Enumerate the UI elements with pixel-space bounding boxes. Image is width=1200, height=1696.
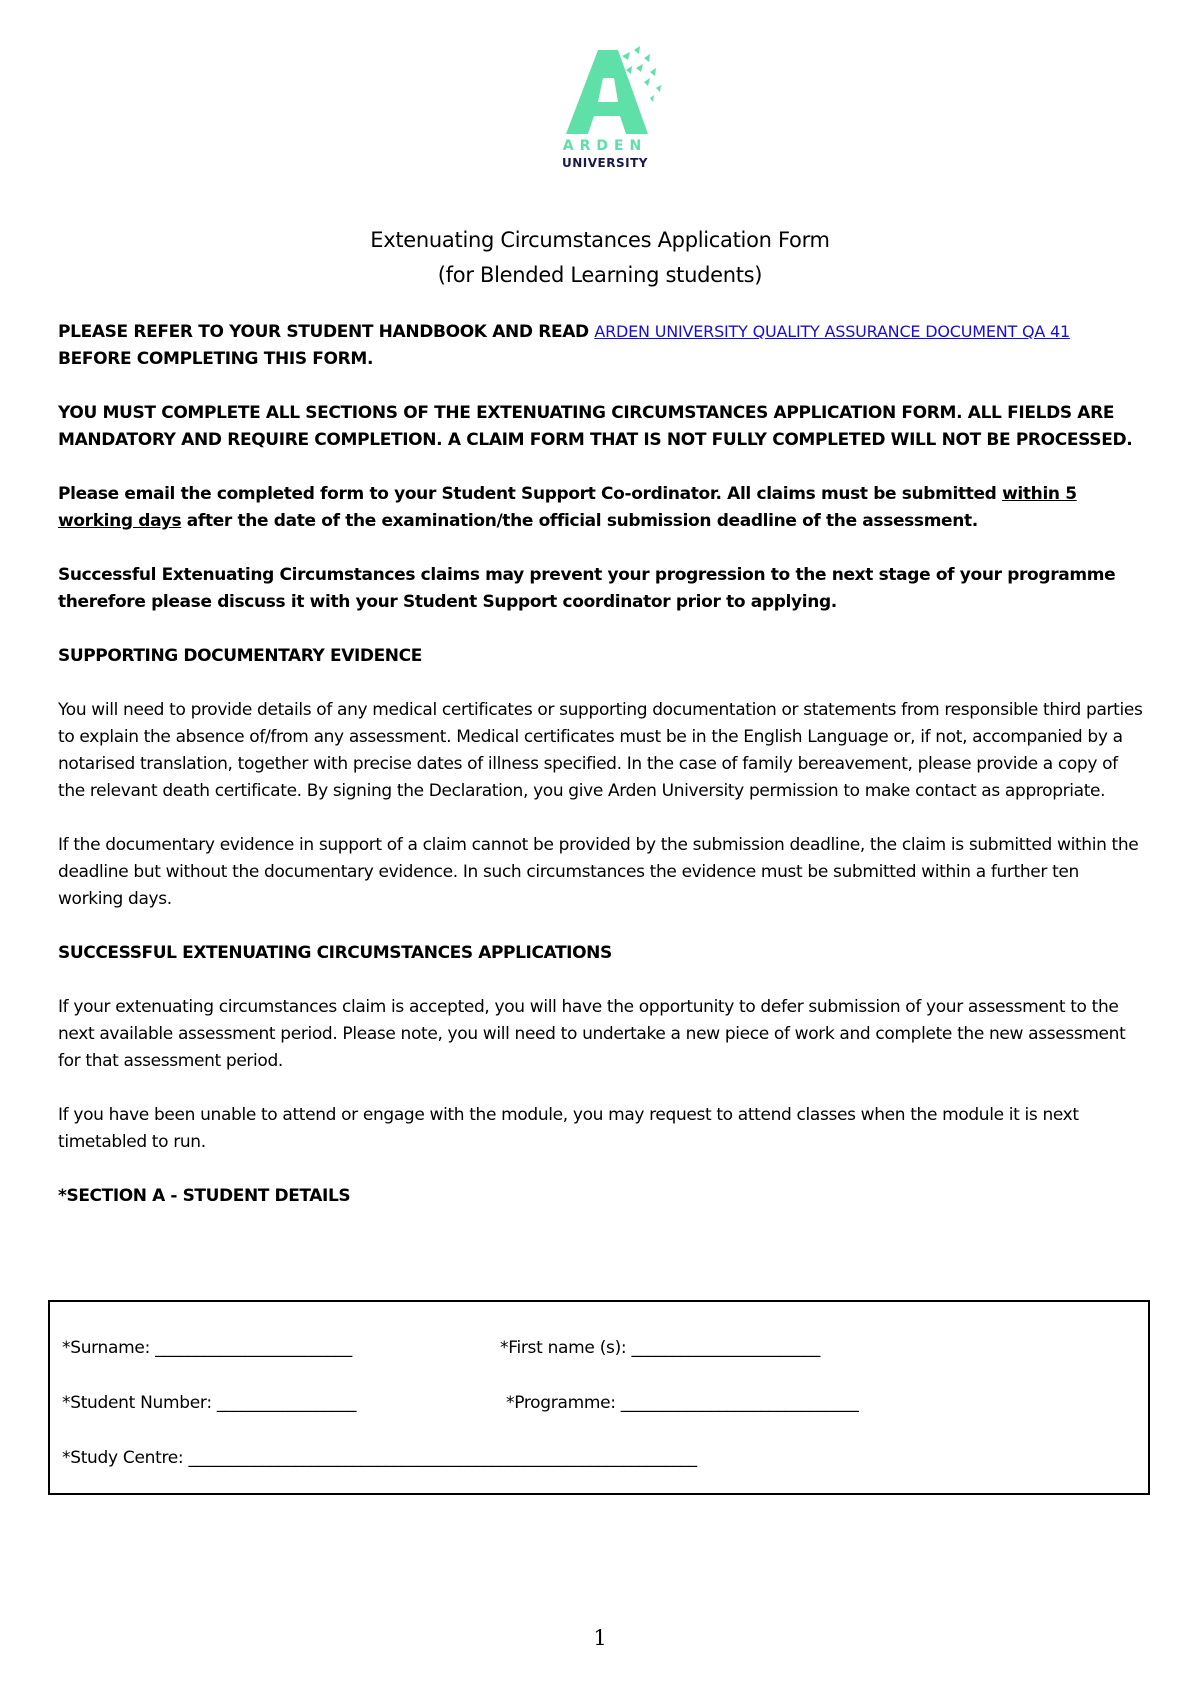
logo-wordmark: ARDEN — [562, 138, 648, 154]
form-subtitle: (for Blended Learning students) — [437, 263, 763, 287]
email-suffix: after the date of the examination/the official submission deadline of the assessment. — [181, 511, 978, 531]
progression-paragraph: Successful Extenuating Circumstances claims may prevent your progression to the next stage of your programme therefore please discuss it with your Student Support coordinator prior to applying. — [58, 565, 1116, 612]
evidence-paragraph-2: If the documentary evidence in support of a claim cannot be provided by the submission deadline, the claim is submitted within the deadline but without the documentary evidence. In such circumstances the evidence must be submitted within a further ten working days. — [58, 835, 1139, 909]
successful-heading: SUCCESSFUL EXTENUATING CIRCUMSTANCES APPLICATIONS — [58, 943, 612, 963]
arden-university-logo — [540, 42, 670, 174]
programme-field[interactable]: *Programme: _____________________________ — [506, 1393, 859, 1413]
arden-a-icon — [540, 42, 670, 142]
evidence-heading: SUPPORTING DOCUMENTARY EVIDENCE — [58, 646, 422, 666]
intro-refer-text: PLEASE REFER TO YOUR STUDENT HANDBOOK AND READ — [58, 322, 595, 342]
intro-refer-suffix: BEFORE COMPLETING THIS FORM. — [58, 349, 374, 369]
email-text: Please email the completed form to your Student Support Co-ordinator. All claims must be submitted — [58, 484, 1003, 504]
student-number-field[interactable]: *Student Number: _________________ — [62, 1393, 357, 1413]
logo-subtitle: UNIVERSITY — [562, 156, 648, 170]
first-name-field[interactable]: *First name (s): _______________________ — [500, 1338, 821, 1358]
deadline-underline: within 5 working days — [58, 484, 1077, 531]
intro-refer-paragraph — [58, 318, 1148, 373]
successful-paragraph-2: If you have been unable to attend or engage with the module, you may request to attend classes when the module it is next timetabled to run. — [58, 1105, 1079, 1152]
section-a-heading: *SECTION A - STUDENT DETAILS — [58, 1186, 351, 1206]
student-details-box — [48, 1300, 1150, 1495]
evidence-paragraph-1: You will need to provide details of any medical certificates or supporting documentation or statements from responsible third parties to explain the absence of/from any assessment. Medical certificates must be in the English Language or, if not, accompanied by a notarised translation, together with precise dates of illness specified. In the case of family bereavement, please provide a copy of the relevant death certificate. By signing the Declaration, you give Arden University permission to make contact as appropriate. — [58, 700, 1143, 801]
form-title: Extenuating Circumstances Application Form — [370, 228, 830, 252]
successful-paragraph-1: If your extenuating circumstances claim is accepted, you will have the opportunity to defer submission of your assessment to the next available assessment period. Please note, you will need to undertake a new piece of work and complete the new assessment for that assessment period. — [58, 997, 1126, 1071]
qa41-link[interactable]: ARDEN UNIVERSITY QUALITY ASSURANCE DOCUMENT QA 41 — [594, 322, 1070, 341]
form-body — [58, 318, 1148, 1237]
mandatory-paragraph: YOU MUST COMPLETE ALL SECTIONS OF THE EXTENUATING CIRCUMSTANCES APPLICATION FORM. ALL FIELDS ARE MANDATORY AND REQUIRE COMPLETION. A CLAIM FORM THAT IS NOT FULLY COMPLETED WILL NOT BE PROCESSED. — [58, 403, 1133, 450]
email-paragraph — [58, 481, 1148, 535]
surname-field[interactable]: *Surname: ________________________ — [62, 1338, 352, 1358]
page-number: 1 — [593, 1626, 607, 1650]
study-centre-field[interactable]: *Study Centre: ______________________________________________________________ — [62, 1448, 697, 1468]
